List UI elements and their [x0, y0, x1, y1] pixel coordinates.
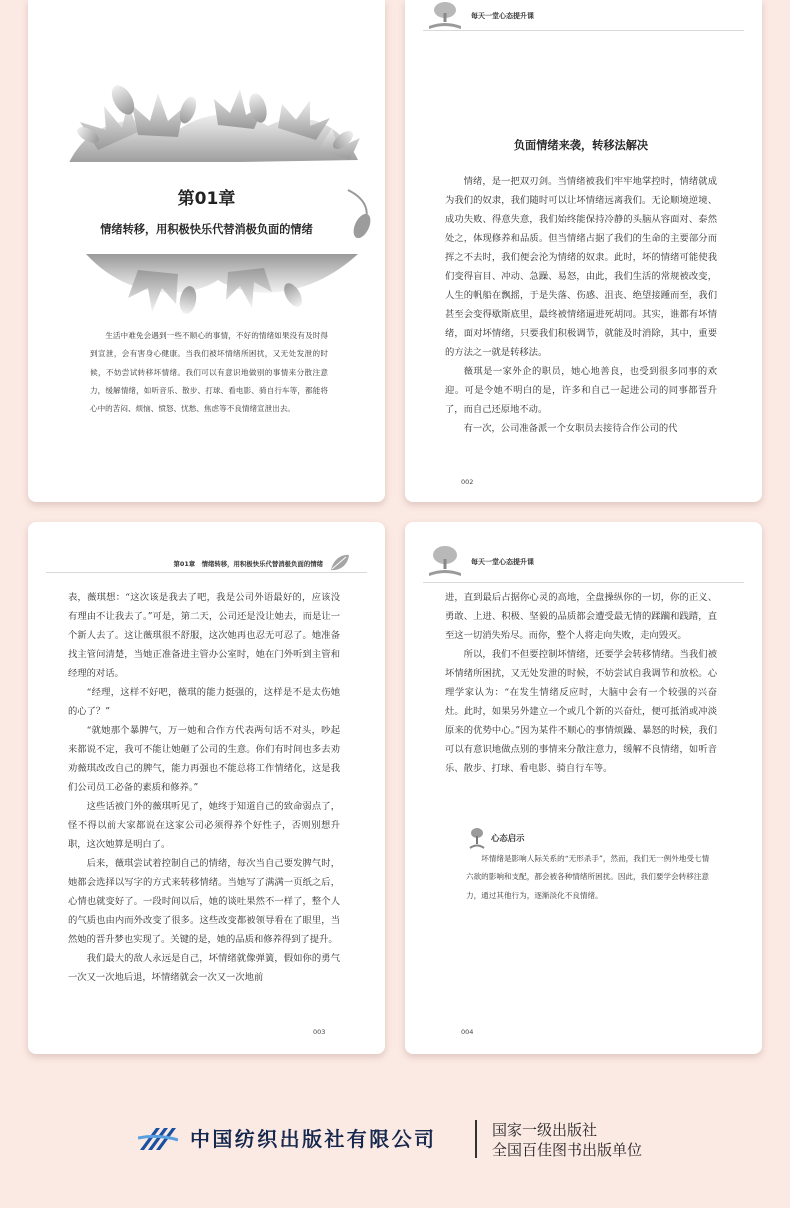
tree-book-icon	[425, 545, 465, 579]
running-head-text: 每天一堂心态提升课	[471, 558, 534, 566]
book-page-003	[28, 522, 385, 1054]
chapter-title: 情绪转移，用积极快乐代替消极负面的情绪	[100, 223, 313, 236]
page-number: 003	[313, 1028, 326, 1036]
page-number: 004	[461, 1028, 474, 1036]
header-rule	[46, 572, 367, 573]
insight-paragraph: 坏情绪是影响人际关系的“无形杀手”，然而，我们无一例外地受七情六欲的影响和支配，都会被各种情绪所困扰。因此，我们要学会转移注意力，通过其他行为，逐渐淡化不良情绪。	[466, 854, 710, 900]
insight-title: 心态启示	[491, 833, 525, 843]
paragraph: 有一次，公司准备派一个女职员去接待合作公司的代	[463, 423, 678, 434]
book-page-002	[405, 0, 762, 502]
foliage-illustration	[28, 0, 385, 330]
body-text	[445, 588, 717, 778]
paragraph: 这些话被门外的薇琪听见了，她终于知道自己的致命弱点了，怪不得以前大家都说在这家公司必须得养个好性子，否则别想升职，这次她算是明白了。	[68, 801, 340, 850]
running-head-text: 第01章 情绪转移，用积极快乐代替消极负面的情绪	[173, 559, 323, 568]
body-text	[445, 172, 717, 438]
insight-heading	[468, 826, 525, 850]
running-header	[425, 2, 534, 30]
paragraph: 进，直到最后占据你心灵的高地，全盘操纵你的一切，你的正义、勇敢、上进、积极、坚毅的品质都会遭受最无情的蹂躏和践踏，直至这一切消失殆尽。而你，整个人将走向失败，走向毁灭。	[445, 592, 717, 641]
section-title: 负面情绪来袭，转移法解决	[513, 139, 649, 152]
body-text	[68, 588, 340, 987]
chapter-opener-page	[28, 0, 385, 502]
book-page-004	[405, 522, 762, 1054]
paragraph: 后来，薇琪尝试着控制自己的情绪，每次当自己要发脾气时，她都会选择以写字的方式来转移情绪。当她写了满满一页纸之后，心情也就变好了。一段时间以后，她的谈吐果然不一样了，整个人的气质也由内而外改变了很多。这些改变都被领导看在了眼里，当然她的晋升梦也实现了。关键的是，她的品质和修养得到了提升。	[68, 858, 340, 945]
tree-book-icon	[425, 1, 465, 31]
paragraph: “经理，这样不好吧，薇琪的能力挺强的，这样是不是太伤她的心了？”	[68, 687, 340, 717]
page-number: 002	[461, 478, 474, 486]
header-rule	[423, 30, 744, 31]
running-head-text: 每天一堂心态提升课	[471, 12, 534, 20]
chapter-intro-text: 生活中难免会遇到一些不顺心的事情，不好的情绪如果没有及时得到宣泄，会有害身心健康。当我们被坏情绪所困扰，又无处发泄的时候，不妨尝试转移坏情绪。我们可以有意识地做别的事情来分散注意力，缓解情绪，如听音乐、散步、打球、看电影、骑自行车等，都能将心中的苦闷、烦恼、愤怒、忧愁、焦虑等不良情绪宣泄出去。	[90, 331, 328, 414]
header-rule	[423, 582, 744, 583]
publisher-tagline-2: 全国百佳图书出版单位	[492, 1141, 643, 1159]
sprout-icon	[468, 826, 486, 850]
leaf-icon	[329, 552, 351, 574]
paragraph: 所以，我们不但要控制坏情绪，还要学会转移情绪。当我们被坏情绪所困扰，又无处发泄的时候，不妨尝试自我调节和放松。心理学家认为：“在发生情绪反应时，大脑中会有一个较强的兴奋灶。此时，如果另外建立一个或几个新的兴奋灶，便可抵消或冲淡原来的优势中心。”因为某件不顺心的事情烦躁、暴怒的时候，我们可以有意识地做点别的事情来分散注意力，缓解不良情绪，如听音乐、散步、打球、看电影、骑自行车等。	[445, 649, 717, 774]
paragraph: “就她那个暴脾气，万一她和合作方代表两句话不对头，吵起来都说不定，我可不能让她砸了公司的生意。你们有时间也多去劝劝薇琪改改自己的脾气，能力再强也不能总将工作情绪化，这是我们公司员工必备的素质和修养。”	[68, 725, 340, 793]
paragraph: 我们最大的敌人永远是自己，坏情绪就像弹簧，假如你的勇气一次又一次地后退，坏情绪就会一次又一次地前	[68, 953, 340, 983]
publisher-logo-icon	[138, 1124, 178, 1154]
paragraph: 情绪，是一把双刃剑。当情绪被我们牢牢地掌控时，情绪就成为我们的奴隶，我们随时可以让坏情绪远离我们。无论顺境逆境、成功失败、得意失意，我们始终能保持冷静的头脑从容面对、泰然处之，体现修养和品质。但当情绪占据了我们的生命的主要部分而挥之不去时，我们便会沦为情绪的奴隶。此时，坏的情绪可能使我们变得盲目、冲动、急躁、易怒，由此，我们生活的常规被改变，人生的帆船在飘摇，于是失落、伤感、沮丧、绝望接踵而至，我们甚至会变得歇斯底里，最终被情绪逼进死胡同。其实，谁都有坏情绪，面对坏情绪，只要我们积极调节，就能及时消除，其中，重要的方法之一就是转移法。	[445, 176, 717, 358]
chapter-label: 第01章	[177, 189, 236, 209]
publisher-tagline-1: 国家一级出版社	[492, 1121, 598, 1139]
paragraph: 表，薇琪想：“这次该是我去了吧，我是公司外语最好的，应该没有理由不让我去了。”可是，第二天，公司还是没让她去，而是让一个新人去了。这让薇琪很不舒服，这次她再也忍无可忍了。她准备找主管问清楚，当她正准备进主管办公室时，她在门外听到主管和经理的对话。	[68, 592, 340, 679]
paragraph: 薇琪是一家外企的职员，她心地善良，也受到很多同事的欢迎。可是令她不明白的是，许多和自己一起进公司的同事都晋升了，而自己还原地不动。	[445, 366, 717, 415]
chapter-intro	[90, 327, 328, 418]
footer-divider	[475, 1120, 477, 1158]
running-header	[174, 552, 352, 574]
publisher-name: 中国纺织出版社有限公司	[190, 1127, 437, 1151]
running-header	[425, 548, 534, 576]
insight-text	[466, 850, 716, 905]
